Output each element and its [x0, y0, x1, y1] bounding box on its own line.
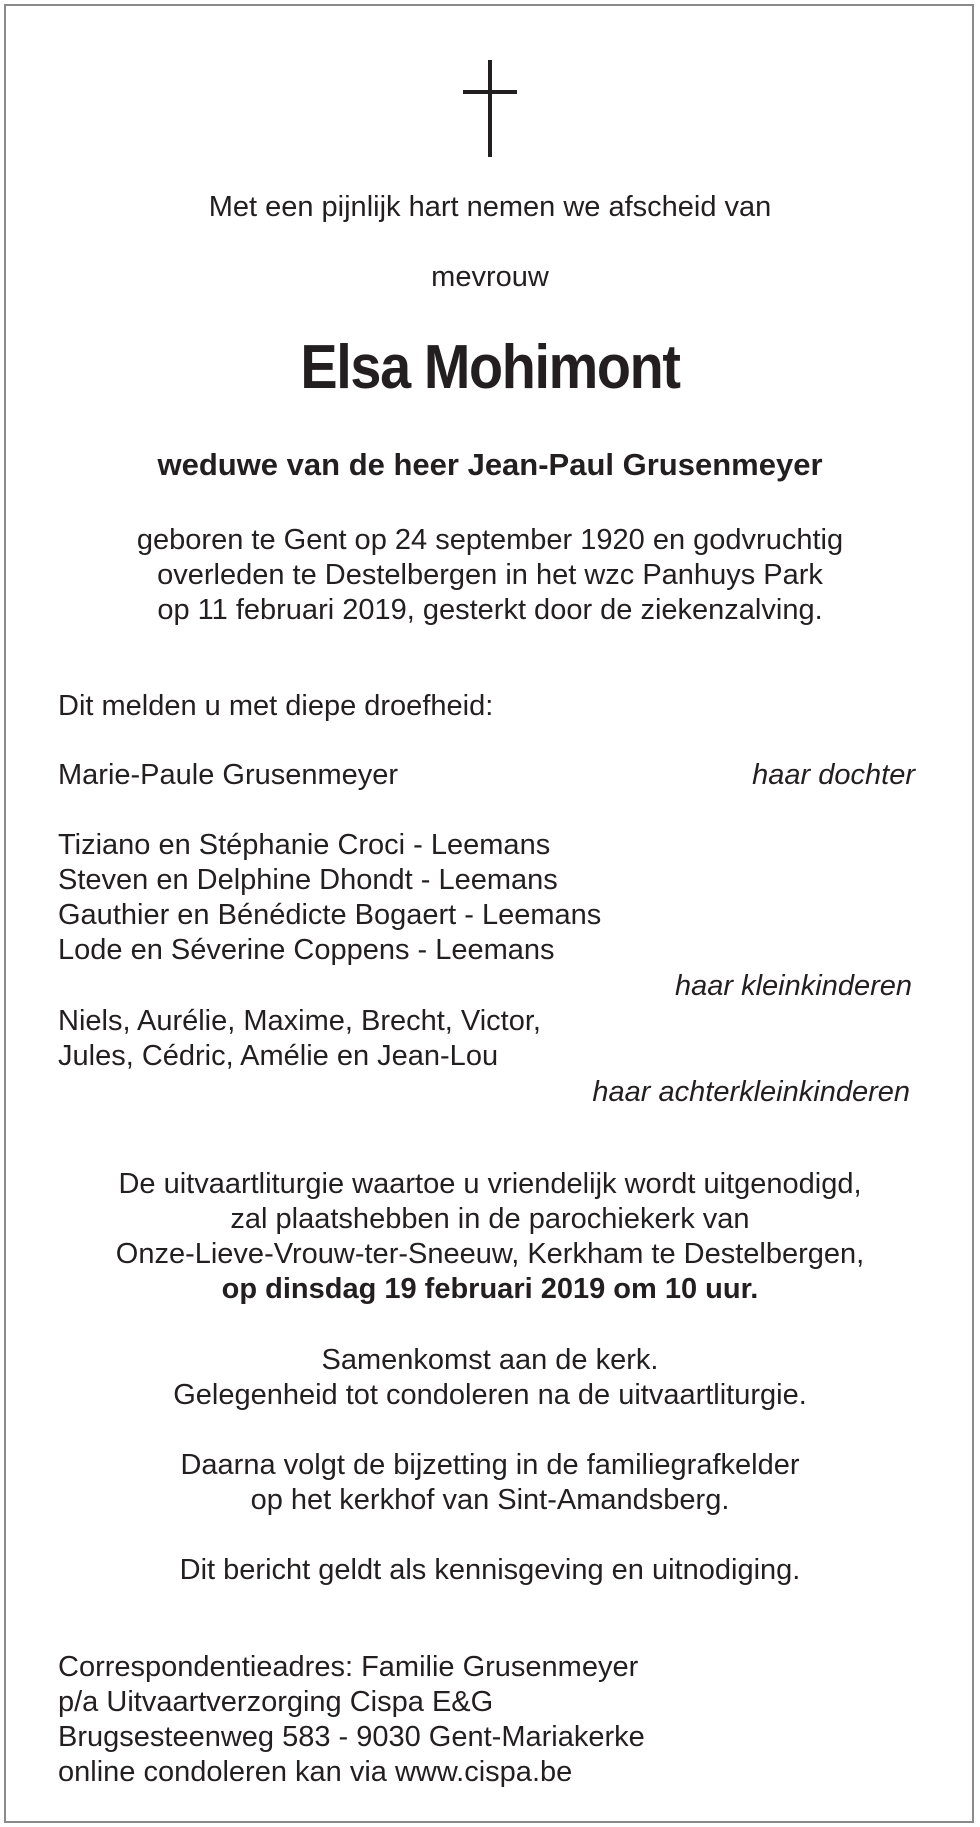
meeting-line: Samenkomst aan de kerk.: [321, 1344, 659, 1376]
list-item: Gauthier en Bénédicte Bogaert - Leemans: [58, 899, 602, 931]
list-item: Lode en Séverine Coppens - Leemans: [58, 934, 555, 966]
list-item: Jules, Cédric, Amélie en Jean-Lou: [58, 1040, 499, 1072]
address-line: Correspondentieadres: Familie Grusenmeyer: [58, 1651, 639, 1683]
grandchildren-list: [58, 828, 601, 968]
announcement: Dit melden u met diepe droefheid:: [58, 690, 494, 722]
birth-death-details: [0, 523, 980, 628]
great-grandchildren-list: [58, 1004, 541, 1074]
deceased-name: Elsa Mohimont: [300, 333, 680, 402]
funeral-line: De uitvaartliturgie waartoe u vriendelijk wordt uitgenodigd,: [118, 1168, 862, 1200]
intro-text: Met een pijnlijk hart nemen we afscheid van: [208, 191, 772, 223]
funeral-line: Onze-Lieve-Vrouw-ter-Sneeuw, Kerkham te Destelbergen,: [115, 1238, 865, 1270]
address-line: p/a Uitvaartverzorging Cispa E&G: [58, 1686, 494, 1718]
list-item: Steven en Delphine Dhondt - Leemans: [58, 864, 558, 896]
burial-details: [0, 1448, 980, 1518]
address-line: online condoleren kan via www.cispa.be: [58, 1756, 573, 1788]
birth-line: overleden te Destelbergen in het wzc Panhuys Park: [157, 559, 823, 591]
spouse-line: weduwe van de heer Jean-Paul Grusenmeyer: [157, 447, 823, 482]
meeting-details: [0, 1343, 980, 1413]
burial-line: Daarna volgt de bijzetting in de familiegrafkelder: [180, 1449, 800, 1481]
notice-text: Dit bericht geldt als kennisgeving en uitnodiging.: [179, 1554, 801, 1586]
honorific: mevrouw: [431, 261, 549, 293]
birth-line: op 11 februari 2019, gesterkt door de ziekenzalving.: [157, 594, 823, 626]
birth-line: geboren te Gent op 24 september 1920 en godvruchtig: [136, 524, 844, 556]
daughter-name: Marie-Paule Grusenmeyer: [58, 759, 399, 791]
address-line: Brugsesteenweg 583 - 9030 Gent-Mariakerke: [58, 1721, 645, 1753]
list-item: Niels, Aurélie, Maxime, Brecht, Victor,: [58, 1005, 541, 1037]
list-item: Tiziano en Stéphanie Croci - Leemans: [58, 829, 551, 861]
daughter-relation: haar dochter: [752, 759, 915, 791]
funeral-date: op dinsdag 19 februari 2019 om 10 uur.: [221, 1273, 759, 1305]
burial-line: op het kerkhof van Sint-Amandsberg.: [250, 1484, 730, 1516]
cross-icon: [0, 60, 980, 160]
grandchildren-relation: haar kleinkinderen: [675, 970, 912, 1002]
great-grandchildren-relation: haar achterkleinkinderen: [592, 1076, 910, 1108]
funeral-line: zal plaatshebben in de parochiekerk van: [230, 1203, 750, 1235]
funeral-details: [0, 1167, 980, 1307]
meeting-line: Gelegenheid tot condoleren na de uitvaartliturgie.: [173, 1379, 807, 1411]
correspondence-address: [58, 1650, 645, 1790]
